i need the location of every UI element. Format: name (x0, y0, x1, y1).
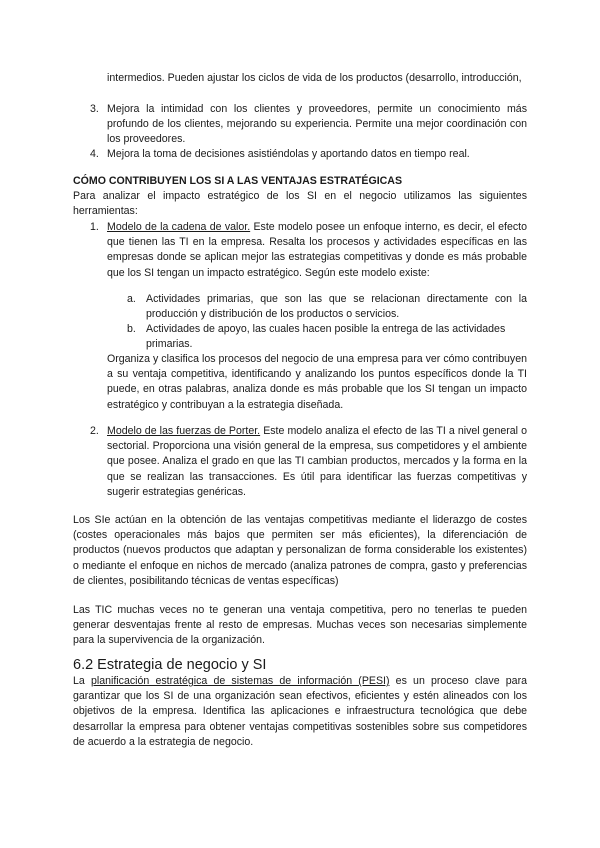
value-chain-closing: Organiza y clasifica los procesos del negocio de una empresa para ver cómo contribuyen a su ventaja competitiva, identificando y analizando los puntos específicos donde la TI puede, en otras palabras, analiza donde es más probable que los SI tengan un impacto estratégico y contribuyan a la estrategia diseñada. (107, 353, 527, 411)
sublist-letter: a. (127, 293, 136, 305)
sublist-letter: b. (127, 323, 136, 335)
porter-title: Modelo de las fuerzas de Porter. (107, 425, 261, 437)
pesi-term: planificación estratégica de sistemas de información (PESI) (90, 675, 390, 687)
list-number: 4. (90, 148, 99, 160)
section-intro: Para analizar el impacto estratégico de los SI en el negocio utilizamos las siguientes herramientas: (73, 190, 527, 218)
list-item: Mejora la intimidad con los clientes y proveedores, permite un conocimiento más profundo de los clientes, mejorando su experiencia. Permite una mejor coordinación con los proveedores. (107, 103, 527, 146)
porter-text: Este modelo analiza el efecto de las TI a nivel general o sectorial. Proporciona una visión general de la empresa, sus competidores y el ambiente que posee. Analiza el grado en que las TI cambian productos, mercados y la forma en la que se realizan las transacciones. Es útil para identificar las fuerzas competitivas y sugerir estrategias genéricas. (107, 425, 527, 498)
subsection-title: 6.2 Estrategia de negocio y SI (73, 657, 267, 673)
pesi-text: es un proceso clave para garantizar que los SI de una organización sean efectivos, eficientes y estén alineados con los objetivos de la empresa. Identifica las aplicaciones e infraestructura tecnológica que debe desarrollar la empresa para obtener ventajas competitivas sostenibles sobre sus competidores de acuerdo a la estrategia de negocio. (73, 675, 527, 748)
list-number: 3. (90, 103, 99, 115)
tic-paragraph: Las TIC muchas veces no te generan una ventaja competitiva, pero no tenerlas te pueden generar desventajas frente al resto de empresas. Muchas veces son necesarias simplemente para la supervivencia de la organización. (73, 604, 527, 647)
pesi-paragraph (73, 674, 527, 750)
value-chain-title: Modelo de la cadena de valor. (107, 221, 251, 233)
list-number: 2. (90, 425, 99, 437)
sublist-item-support: Actividades de apoyo, las cuales hacen posible la entrega de las actividades primarias. (146, 323, 506, 351)
list-item: Mejora la toma de decisiones asistiéndolas y aportando datos en tiempo real. (107, 148, 470, 160)
porter-paragraph (107, 424, 527, 500)
sublist-item-primary: Actividades primarias, que son las que se relacionan directamente con la producción y distribución de los productos o servicios. (146, 293, 527, 321)
value-chain-paragraph (107, 220, 527, 281)
section-heading: CÓMO CONTRIBUYEN LOS SI A LAS VENTAJAS ESTRATÉGICAS (73, 175, 403, 187)
competitive-advantage-paragraph: Los SIe actúan en la obtención de las ventajas competitivas mediante el liderazgo de costes (costes operacionales más bajos que permiten ser más eficientes), la diferenciación de productos (nuevos productos que adaptan y personalizan de forma considerable los existentes) o mediante el enfoque en nichos de mercado (analiza patrones de compra, gasto y preferencias de clientes, posibilitando técnicas de ventas específicas) (73, 514, 527, 587)
pesi-lead: La (73, 675, 91, 687)
list-item-continuation: intermedios. Pueden ajustar los ciclos de vida de los productos (desarrollo, introducción, (107, 72, 522, 84)
value-chain-text: Este modelo posee un enfoque interno, es decir, el efecto que tienen las TI en la empresa. Resalta los procesos y actividades específicas en las empresas donde se aplican mejor las estrategias competitivas y donde es más probable que los SI tengan un impacto estratégico. Según este modelo existe: (107, 221, 528, 279)
list-number: 1. (90, 221, 99, 233)
